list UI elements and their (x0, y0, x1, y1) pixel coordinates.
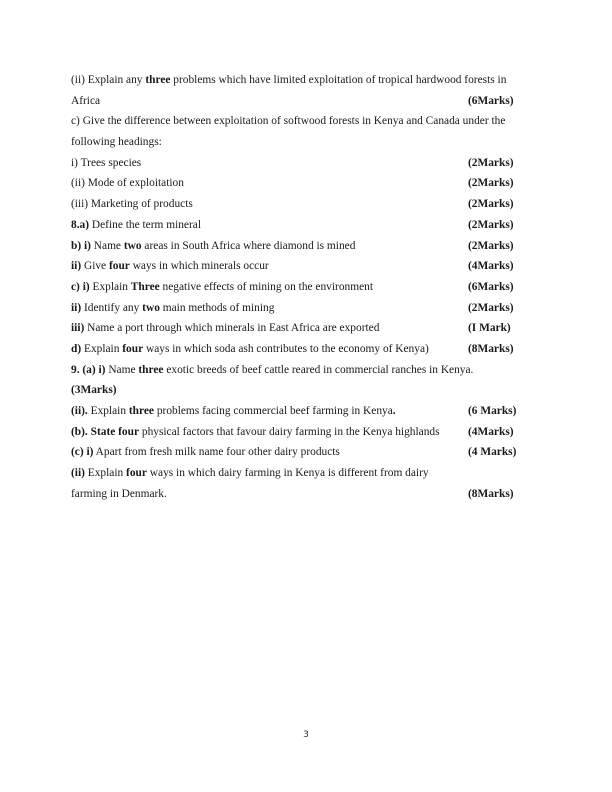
emphasis-text: three (138, 363, 164, 376)
question-text: physical factors that favour dairy farming in the Kenya highlands (139, 425, 440, 438)
question-line (71, 236, 541, 257)
emphasis-text: b) i) (71, 239, 91, 252)
question-line (71, 463, 541, 484)
question-line (71, 153, 541, 174)
question-line (71, 194, 541, 215)
question-text: Give (81, 260, 109, 273)
question-text: areas in South Africa where diamond is mined (141, 239, 356, 252)
question-line (71, 215, 541, 236)
marks-label: (2Marks) (468, 301, 514, 314)
emphasis-text: iii) (71, 322, 85, 335)
question-text: c) Give the difference between exploitation of softwood forests in Kenya and Canada under the (71, 115, 506, 128)
question-text: Explain (89, 280, 131, 293)
questions-body (71, 70, 541, 504)
question-text: negative effects of mining on the environment (159, 280, 373, 293)
marks-label: (2Marks) (468, 156, 514, 169)
question-text: (ii) Explain any (71, 74, 146, 86)
emphasis-text: d) (71, 342, 82, 355)
question-line (71, 277, 541, 298)
emphasis-text: 9. (a) i) (71, 363, 106, 376)
question-line (71, 360, 541, 381)
question-text: following headings: (71, 136, 162, 149)
question-text: Explain (84, 467, 127, 480)
emphasis-text: (ii). (71, 405, 88, 417)
emphasis-text: 8.a) (71, 218, 90, 231)
marks-label: (6 Marks) (468, 405, 517, 417)
emphasis-text: ii) (71, 301, 82, 314)
question-line (71, 298, 541, 319)
question-line (71, 442, 541, 463)
question-line (71, 173, 541, 194)
emphasis-text: c) i) (71, 280, 90, 293)
emphasis-text: (c) i) (71, 446, 94, 459)
question-text: exotic breeds of beef cattle reared in commercial ranches in Kenya. (163, 363, 474, 376)
emphasis-text: three (128, 405, 154, 417)
emphasis-text: Three (130, 280, 160, 293)
emphasis-text: (3Marks) (71, 384, 117, 397)
question-line (71, 318, 541, 339)
question-line (71, 91, 541, 112)
question-text: Name (105, 363, 139, 376)
emphasis-text: three (145, 74, 171, 86)
question-text: Explain (81, 342, 123, 355)
question-text: problems facing commercial beef farming in Kenya (153, 405, 393, 417)
page-number: 3 (303, 730, 309, 740)
question-text: Africa (71, 94, 101, 107)
question-text: (ii) Mode of exploitation (71, 177, 184, 190)
emphasis-text: ii) (71, 260, 82, 273)
marks-label: (2Marks) (468, 198, 514, 211)
question-line (71, 422, 541, 443)
question-line (71, 380, 541, 401)
question-text: Name (90, 239, 124, 252)
question-text: i) Trees species (71, 156, 142, 169)
marks-label: (4Marks) (468, 260, 514, 273)
question-text: Explain (87, 405, 129, 417)
question-line (71, 484, 541, 505)
emphasis-text: (b). State four (71, 425, 140, 438)
emphasis-text: four (108, 260, 130, 273)
question-line (71, 70, 541, 91)
question-line (71, 339, 541, 360)
question-text: problems which have limited exploitation of tropical hardwood forests in (170, 74, 507, 86)
question-text: Identify any (81, 301, 143, 314)
marks-label: (6Marks) (468, 280, 514, 293)
marks-label: (6Marks) (468, 94, 514, 107)
question-line (71, 132, 541, 153)
marks-label: (2Marks) (468, 177, 514, 190)
emphasis-text: two (123, 239, 142, 252)
question-text: Apart from fresh milk name four other dairy products (93, 446, 340, 459)
question-text: Define the term mineral (89, 218, 202, 231)
emphasis-text: . (392, 405, 396, 417)
marks-label: (I Mark) (468, 322, 511, 335)
question-line (71, 111, 541, 132)
marks-label: (8Marks) (468, 342, 514, 355)
question-text: main methods of mining (159, 301, 275, 314)
question-line (71, 256, 541, 277)
question-text: ways in which dairy farming in Kenya is different from dairy (146, 467, 429, 480)
marks-label: (2Marks) (468, 218, 514, 231)
marks-label: (8Marks) (468, 487, 514, 500)
question-text: ways in which minerals occur (129, 260, 269, 273)
question-text: (iii) Marketing of products (71, 198, 193, 211)
question-text: ways in which soda ash contributes to the economy of Kenya) (143, 342, 429, 355)
emphasis-text: two (142, 301, 160, 314)
marks-label: (4Marks) (468, 425, 514, 438)
emphasis-text: (ii) (71, 467, 85, 480)
question-text: farming in Denmark. (71, 487, 167, 500)
question-line (71, 401, 541, 422)
emphasis-text: four (122, 342, 144, 355)
emphasis-text: four (126, 467, 147, 480)
marks-label: (4 Marks) (468, 446, 517, 459)
question-text: Name a port through which minerals in East Africa are exported (84, 322, 380, 335)
marks-label: (2Marks) (468, 239, 514, 252)
